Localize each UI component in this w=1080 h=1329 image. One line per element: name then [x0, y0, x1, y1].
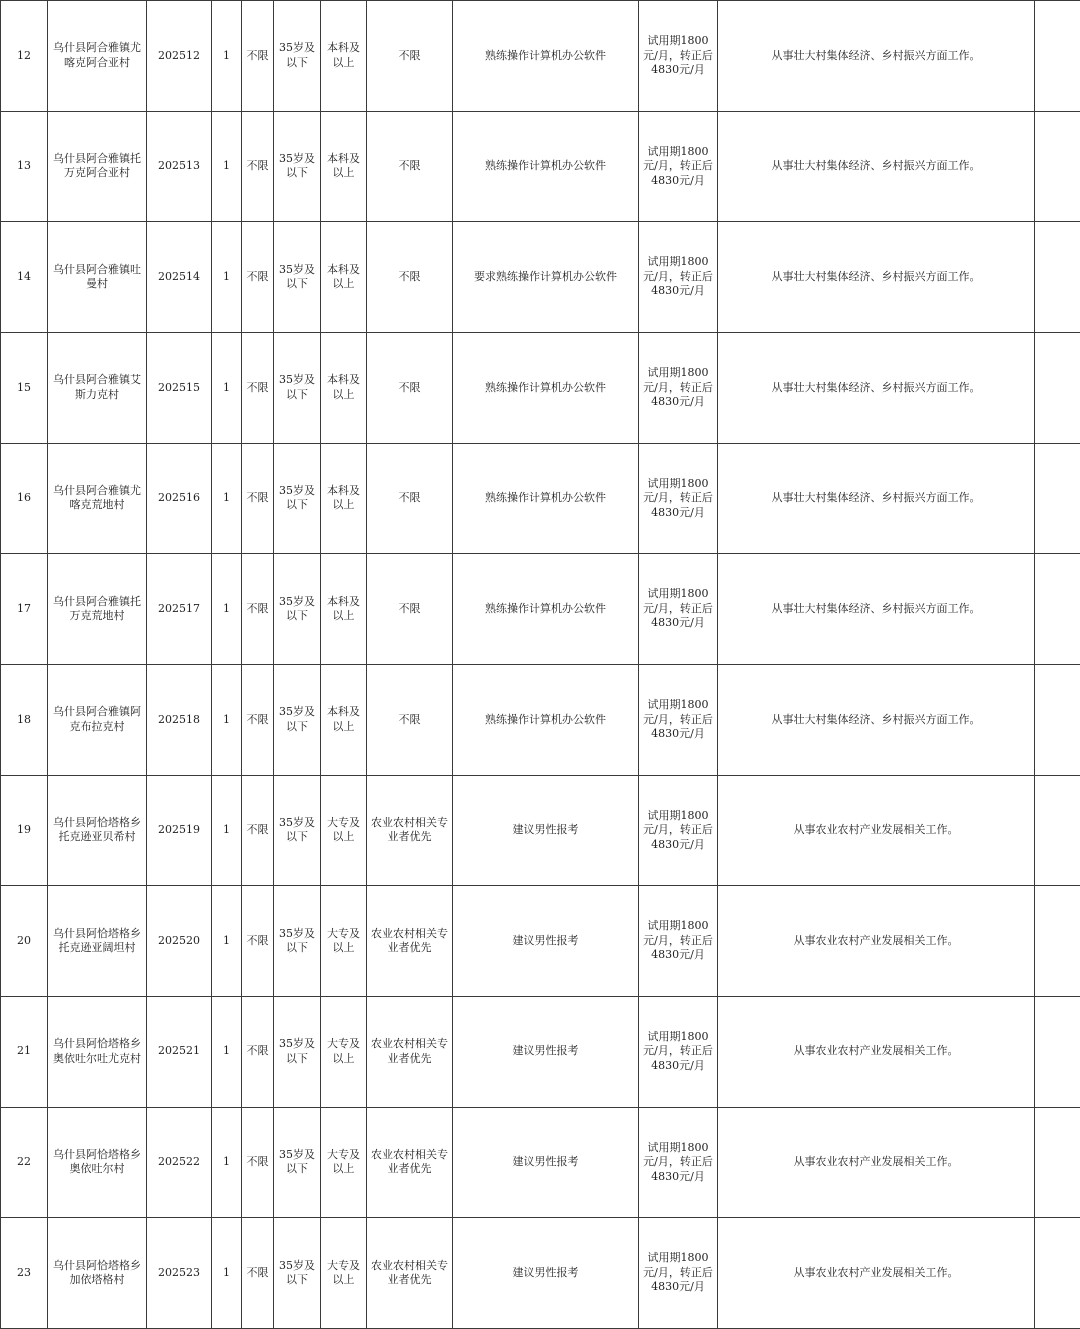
- cell-note: [1035, 1218, 1080, 1329]
- table-row: [1, 1218, 1080, 1329]
- cell-code: 202512: [147, 1, 212, 112]
- cell-note: [1035, 664, 1080, 775]
- cell-note: [1035, 554, 1080, 665]
- cell-note: [1035, 1, 1080, 112]
- cell-education: 大专及以上: [321, 886, 367, 997]
- cell-age: 35岁及以下: [274, 886, 321, 997]
- cell-note: [1035, 111, 1080, 222]
- cell-count: 1: [212, 222, 242, 333]
- cell-unit: 乌什县阿合雅镇尤喀克阿合亚村: [48, 1, 147, 112]
- table-row: [1, 775, 1080, 886]
- cell-salary: 试用期1800元/月，转正后4830元/月: [639, 886, 718, 997]
- cell-gender: 不限: [242, 775, 274, 886]
- cell-code: 202523: [147, 1218, 212, 1329]
- cell-note: [1035, 443, 1080, 554]
- cell-code: 202517: [147, 554, 212, 665]
- cell-education: 本科及以上: [321, 664, 367, 775]
- cell-age: 35岁及以下: [274, 664, 321, 775]
- cell-major: 农业农村相关专业者优先: [367, 996, 453, 1107]
- table-body: [1, 1, 1080, 1329]
- cell-note: [1035, 886, 1080, 997]
- cell-no: 21: [1, 996, 48, 1107]
- cell-count: 1: [212, 664, 242, 775]
- cell-unit: 乌什县阿合雅镇艾斯力克村: [48, 332, 147, 443]
- cell-count: 1: [212, 554, 242, 665]
- cell-age: 35岁及以下: [274, 1218, 321, 1329]
- table-row: [1, 332, 1080, 443]
- cell-age: 35岁及以下: [274, 1, 321, 112]
- cell-no: 12: [1, 1, 48, 112]
- cell-no: 15: [1, 332, 48, 443]
- cell-major: 不限: [367, 222, 453, 333]
- table-row: [1, 886, 1080, 997]
- cell-education: 大专及以上: [321, 1218, 367, 1329]
- cell-education: 本科及以上: [321, 111, 367, 222]
- cell-no: 20: [1, 886, 48, 997]
- cell-note: [1035, 222, 1080, 333]
- cell-major: 农业农村相关专业者优先: [367, 1107, 453, 1218]
- cell-education: 大专及以上: [321, 1107, 367, 1218]
- cell-no: 19: [1, 775, 48, 886]
- cell-note: [1035, 775, 1080, 886]
- cell-code: 202515: [147, 332, 212, 443]
- cell-count: 1: [212, 1, 242, 112]
- cell-education: 大专及以上: [321, 775, 367, 886]
- cell-salary: 试用期1800元/月，转正后4830元/月: [639, 996, 718, 1107]
- cell-no: 14: [1, 222, 48, 333]
- cell-other-requirements: 建议男性报考: [453, 996, 639, 1107]
- cell-other-requirements: 建议男性报考: [453, 775, 639, 886]
- cell-major: 不限: [367, 443, 453, 554]
- cell-other-requirements: 要求熟练操作计算机办公软件: [453, 222, 639, 333]
- cell-unit: 乌什县阿合雅镇尤喀克荒地村: [48, 443, 147, 554]
- cell-duty: 从事壮大村集体经济、乡村振兴方面工作。: [718, 222, 1035, 333]
- cell-note: [1035, 1107, 1080, 1218]
- cell-education: 大专及以上: [321, 996, 367, 1107]
- cell-code: 202522: [147, 1107, 212, 1218]
- cell-unit: 乌什县阿合雅镇吐曼村: [48, 222, 147, 333]
- cell-unit: 乌什县阿恰塔格乡托克逊亚阔坦村: [48, 886, 147, 997]
- table-row: [1, 222, 1080, 333]
- cell-count: 1: [212, 775, 242, 886]
- cell-duty: 从事壮大村集体经济、乡村振兴方面工作。: [718, 443, 1035, 554]
- cell-note: [1035, 332, 1080, 443]
- cell-age: 35岁及以下: [274, 111, 321, 222]
- cell-other-requirements: 建议男性报考: [453, 1107, 639, 1218]
- cell-no: 13: [1, 111, 48, 222]
- cell-other-requirements: 熟练操作计算机办公软件: [453, 332, 639, 443]
- cell-other-requirements: 熟练操作计算机办公软件: [453, 664, 639, 775]
- cell-code: 202516: [147, 443, 212, 554]
- cell-no: 18: [1, 664, 48, 775]
- cell-age: 35岁及以下: [274, 996, 321, 1107]
- cell-salary: 试用期1800元/月，转正后4830元/月: [639, 1, 718, 112]
- table-row: [1, 443, 1080, 554]
- cell-major: 不限: [367, 664, 453, 775]
- cell-count: 1: [212, 996, 242, 1107]
- cell-unit: 乌什县阿恰塔格乡奥依吐尔吐尤克村: [48, 996, 147, 1107]
- cell-salary: 试用期1800元/月，转正后4830元/月: [639, 443, 718, 554]
- cell-count: 1: [212, 111, 242, 222]
- cell-salary: 试用期1800元/月，转正后4830元/月: [639, 554, 718, 665]
- cell-count: 1: [212, 1107, 242, 1218]
- cell-unit: 乌什县阿恰塔格乡加依塔格村: [48, 1218, 147, 1329]
- cell-code: 202518: [147, 664, 212, 775]
- cell-salary: 试用期1800元/月，转正后4830元/月: [639, 111, 718, 222]
- cell-other-requirements: 熟练操作计算机办公软件: [453, 111, 639, 222]
- cell-salary: 试用期1800元/月，转正后4830元/月: [639, 332, 718, 443]
- cell-duty: 从事壮大村集体经济、乡村振兴方面工作。: [718, 332, 1035, 443]
- cell-gender: 不限: [242, 443, 274, 554]
- cell-unit: 乌什县阿合雅镇托万克阿合亚村: [48, 111, 147, 222]
- cell-gender: 不限: [242, 886, 274, 997]
- cell-duty: 从事壮大村集体经济、乡村振兴方面工作。: [718, 1, 1035, 112]
- cell-gender: 不限: [242, 1218, 274, 1329]
- cell-salary: 试用期1800元/月，转正后4830元/月: [639, 1218, 718, 1329]
- cell-salary: 试用期1800元/月，转正后4830元/月: [639, 1107, 718, 1218]
- cell-major: 不限: [367, 1, 453, 112]
- cell-major: 不限: [367, 332, 453, 443]
- cell-unit: 乌什县阿合雅镇阿克布拉克村: [48, 664, 147, 775]
- cell-gender: 不限: [242, 554, 274, 665]
- cell-major: 不限: [367, 554, 453, 665]
- cell-salary: 试用期1800元/月，转正后4830元/月: [639, 222, 718, 333]
- cell-duty: 从事农业农村产业发展相关工作。: [718, 775, 1035, 886]
- cell-gender: 不限: [242, 332, 274, 443]
- table-row: [1, 664, 1080, 775]
- table-row: [1, 1107, 1080, 1218]
- cell-no: 17: [1, 554, 48, 665]
- cell-code: 202514: [147, 222, 212, 333]
- cell-count: 1: [212, 886, 242, 997]
- cell-major: 农业农村相关专业者优先: [367, 1218, 453, 1329]
- cell-duty: 从事农业农村产业发展相关工作。: [718, 1218, 1035, 1329]
- cell-major: 农业农村相关专业者优先: [367, 775, 453, 886]
- cell-age: 35岁及以下: [274, 554, 321, 665]
- cell-duty: 从事农业农村产业发展相关工作。: [718, 996, 1035, 1107]
- cell-code: 202519: [147, 775, 212, 886]
- cell-education: 本科及以上: [321, 443, 367, 554]
- cell-education: 本科及以上: [321, 554, 367, 665]
- cell-gender: 不限: [242, 1, 274, 112]
- cell-other-requirements: 熟练操作计算机办公软件: [453, 554, 639, 665]
- cell-code: 202520: [147, 886, 212, 997]
- table-row: [1, 554, 1080, 665]
- cell-major: 农业农村相关专业者优先: [367, 886, 453, 997]
- cell-gender: 不限: [242, 111, 274, 222]
- table-row: [1, 111, 1080, 222]
- cell-salary: 试用期1800元/月，转正后4830元/月: [639, 664, 718, 775]
- cell-education: 本科及以上: [321, 222, 367, 333]
- cell-note: [1035, 996, 1080, 1107]
- cell-age: 35岁及以下: [274, 222, 321, 333]
- cell-unit: 乌什县阿恰塔格乡奥依吐尔村: [48, 1107, 147, 1218]
- cell-major: 不限: [367, 111, 453, 222]
- cell-no: 23: [1, 1218, 48, 1329]
- cell-count: 1: [212, 443, 242, 554]
- cell-salary: 试用期1800元/月，转正后4830元/月: [639, 775, 718, 886]
- cell-age: 35岁及以下: [274, 1107, 321, 1218]
- cell-code: 202513: [147, 111, 212, 222]
- table-row: [1, 1, 1080, 112]
- cell-education: 本科及以上: [321, 332, 367, 443]
- cell-age: 35岁及以下: [274, 775, 321, 886]
- cell-count: 1: [212, 332, 242, 443]
- cell-code: 202521: [147, 996, 212, 1107]
- cell-duty: 从事壮大村集体经济、乡村振兴方面工作。: [718, 111, 1035, 222]
- cell-duty: 从事农业农村产业发展相关工作。: [718, 1107, 1035, 1218]
- cell-unit: 乌什县阿恰塔格乡托克逊亚贝希村: [48, 775, 147, 886]
- cell-age: 35岁及以下: [274, 443, 321, 554]
- cell-age: 35岁及以下: [274, 332, 321, 443]
- cell-gender: 不限: [242, 222, 274, 333]
- cell-unit: 乌什县阿合雅镇托万克荒地村: [48, 554, 147, 665]
- cell-duty: 从事农业农村产业发展相关工作。: [718, 886, 1035, 997]
- cell-gender: 不限: [242, 996, 274, 1107]
- cell-other-requirements: 建议男性报考: [453, 886, 639, 997]
- cell-duty: 从事壮大村集体经济、乡村振兴方面工作。: [718, 664, 1035, 775]
- cell-gender: 不限: [242, 664, 274, 775]
- cell-no: 16: [1, 443, 48, 554]
- cell-no: 22: [1, 1107, 48, 1218]
- table-row: [1, 996, 1080, 1107]
- cell-education: 本科及以上: [321, 1, 367, 112]
- cell-duty: 从事壮大村集体经济、乡村振兴方面工作。: [718, 554, 1035, 665]
- cell-count: 1: [212, 1218, 242, 1329]
- cell-other-requirements: 建议男性报考: [453, 1218, 639, 1329]
- cell-other-requirements: 熟练操作计算机办公软件: [453, 1, 639, 112]
- cell-gender: 不限: [242, 1107, 274, 1218]
- cell-other-requirements: 熟练操作计算机办公软件: [453, 443, 639, 554]
